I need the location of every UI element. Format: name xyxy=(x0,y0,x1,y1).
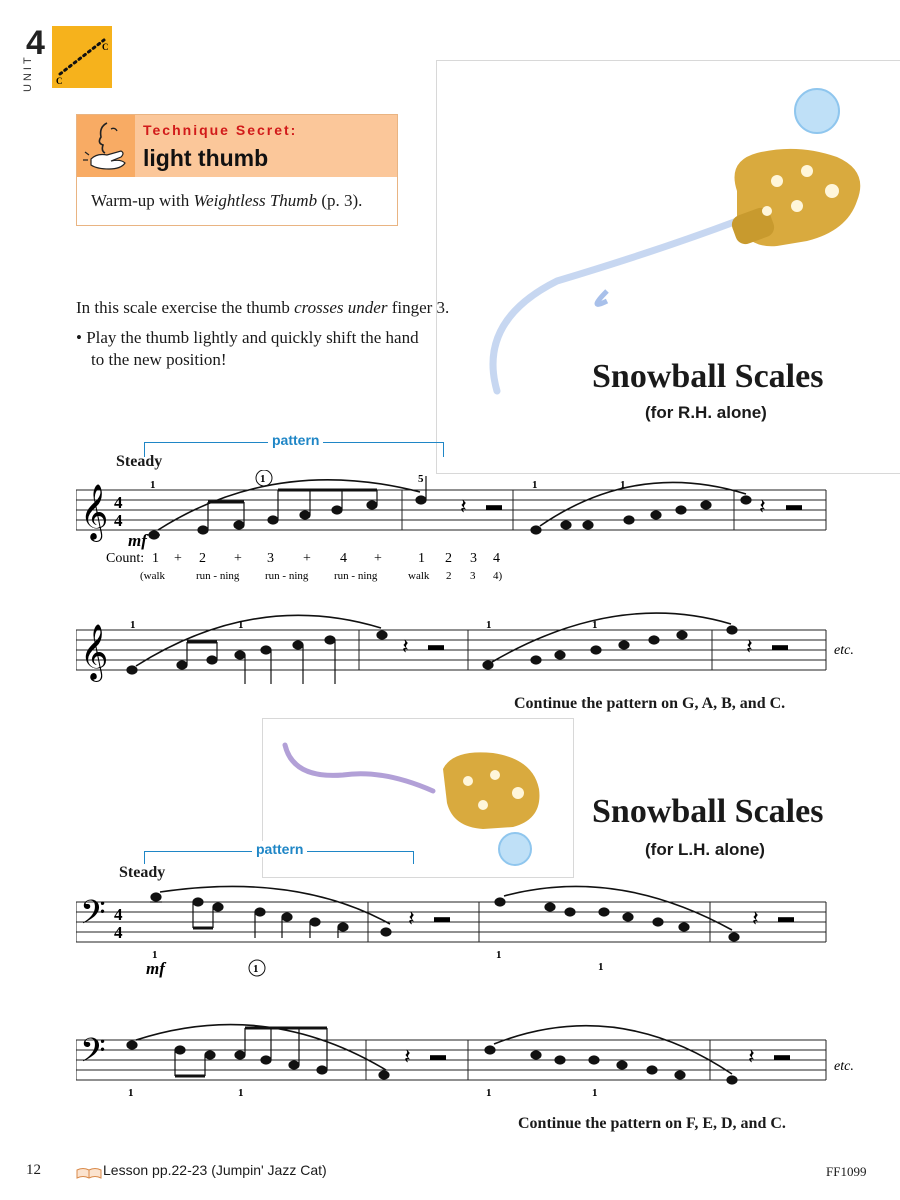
rh-fingering: 1 xyxy=(592,619,598,631)
svg-text:𝄽: 𝄽 xyxy=(759,494,766,519)
count-2: 2 xyxy=(199,551,206,566)
unit-badge xyxy=(52,26,112,88)
rh-staff-2 xyxy=(76,600,866,690)
rh-subtitle: (for R.H. alone) xyxy=(645,403,767,422)
count-label: Count: xyxy=(106,551,145,566)
mitten-icon xyxy=(443,752,539,829)
rh-fingering: 1 xyxy=(238,619,244,631)
lh-staff-2 xyxy=(76,1010,866,1100)
count-word: run - ning xyxy=(196,570,240,582)
svg-text:▬: ▬ xyxy=(430,1047,446,1064)
technique-warmup xyxy=(91,191,362,211)
count-word: 2 xyxy=(446,570,452,582)
intro-line xyxy=(76,298,449,318)
lh-fingering: 1 xyxy=(152,949,158,961)
intro-suffix: finger 3. xyxy=(387,298,450,317)
count-word: 3 xyxy=(470,570,476,582)
svg-text:𝄢: 𝄢 xyxy=(80,1032,106,1077)
svg-text:4: 4 xyxy=(114,511,123,530)
rh-fingering: 1 xyxy=(260,473,266,485)
lh-dynamic: mf xyxy=(146,959,165,978)
snowball-icon xyxy=(795,89,839,133)
lh-title: Snowball Scales xyxy=(592,793,824,830)
rh-pattern-label: pattern xyxy=(268,432,323,448)
count-2: 2 xyxy=(445,551,452,566)
count-plus: + xyxy=(174,551,182,566)
rh-staff-1 xyxy=(76,470,836,550)
count-word: run - ning xyxy=(265,570,309,582)
lh-fingering: 1 xyxy=(592,1087,598,1099)
rh-title: Snowball Scales xyxy=(592,358,824,395)
lesson-reference: Lesson pp.22-23 (Jumpin' Jazz Cat) xyxy=(103,1162,327,1178)
count-3: 3 xyxy=(267,551,274,566)
lh-fingering: 1 xyxy=(486,1087,492,1099)
svg-text:𝄽: 𝄽 xyxy=(746,634,753,659)
catalog-code: FF1099 xyxy=(826,1164,867,1179)
count-4: 4 xyxy=(493,551,500,566)
unit-label: UNIT xyxy=(22,54,34,92)
rh-etc: etc. xyxy=(834,643,854,658)
badge-letter-high: C xyxy=(102,42,109,52)
svg-text:▬: ▬ xyxy=(786,497,802,514)
treble-clef-icon: 𝄞 xyxy=(80,486,109,539)
rh-tempo: Steady xyxy=(116,453,163,470)
count-word: 4) xyxy=(493,570,503,582)
svg-text:𝄽: 𝄽 xyxy=(748,1044,755,1069)
intro-bullet-line1: • Play the thumb lightly and quickly shift the hand xyxy=(76,328,419,347)
book-icon xyxy=(76,1166,102,1184)
count-plus: + xyxy=(303,551,311,566)
warmup-italic: Weightless Thumb xyxy=(193,191,318,210)
lh-subtitle: (for L.H. alone) xyxy=(645,840,765,859)
lh-tempo: Steady xyxy=(119,864,166,881)
technique-label: Technique Secret: xyxy=(143,122,298,138)
count-4: 4 xyxy=(340,551,347,566)
technique-secret-box xyxy=(76,114,398,226)
svg-text:4: 4 xyxy=(114,905,123,924)
lh-fingering: 1 xyxy=(128,1087,134,1099)
intro-prefix: In this scale exercise the thumb xyxy=(76,298,295,317)
svg-text:𝄽: 𝄽 xyxy=(460,494,467,519)
count-1: 1 xyxy=(152,551,159,566)
svg-text:𝄽: 𝄽 xyxy=(408,906,415,931)
count-word: (walk xyxy=(140,570,166,582)
rh-dynamic: mf xyxy=(128,531,147,550)
warmup-prefix: Warm-up with xyxy=(91,191,194,210)
lh-staff-1 xyxy=(76,882,836,982)
page-number: 12 xyxy=(26,1162,41,1178)
svg-text:𝄽: 𝄽 xyxy=(752,906,759,931)
bass-clef-icon: 𝄢 xyxy=(80,894,106,939)
intro-italic: crosses under xyxy=(294,298,388,317)
svg-text:𝄽: 𝄽 xyxy=(402,634,409,659)
lh-fingering: 1 xyxy=(238,1087,244,1099)
lh-fingering: 1 xyxy=(598,961,604,973)
hand-face-icon xyxy=(77,115,135,177)
lh-fingering: 1 xyxy=(496,949,502,961)
lh-pattern-label: pattern xyxy=(252,841,307,857)
rh-fingering: 5 xyxy=(418,473,424,485)
svg-text:▬: ▬ xyxy=(428,637,444,654)
svg-text:4: 4 xyxy=(114,923,123,942)
lh-continue-text: Continue the pattern on F, E, D, and C. xyxy=(518,1115,786,1132)
svg-text:▬: ▬ xyxy=(434,909,450,926)
lh-fingering: 1 xyxy=(253,963,259,975)
intro-bullet-line2: to the new position! xyxy=(91,350,227,369)
rh-fingering: 1 xyxy=(620,479,626,491)
count-3: 3 xyxy=(470,551,477,566)
rh-fingering: 1 xyxy=(150,479,156,491)
rh-continue-text: Continue the pattern on G, A, B, and C. xyxy=(514,695,786,712)
svg-text:▬: ▬ xyxy=(778,909,794,926)
rh-fingering: 1 xyxy=(532,479,538,491)
badge-letter-low: C xyxy=(56,76,63,86)
technique-title: light thumb xyxy=(143,145,269,171)
svg-text:4: 4 xyxy=(114,493,123,512)
count-1: 1 xyxy=(418,551,425,566)
rh-fingering: 1 xyxy=(130,619,136,631)
count-plus: + xyxy=(374,551,382,566)
mitten-icon xyxy=(729,149,860,247)
unit-number: 4 xyxy=(26,24,45,62)
warmup-suffix: (p. 3). xyxy=(317,191,363,210)
count-plus: + xyxy=(234,551,242,566)
svg-text:▬: ▬ xyxy=(772,637,788,654)
svg-text:▬: ▬ xyxy=(774,1047,790,1064)
svg-text:𝄞: 𝄞 xyxy=(80,626,109,679)
svg-text:𝄽: 𝄽 xyxy=(404,1044,411,1069)
rh-count-row xyxy=(100,548,530,584)
count-word: run - ning xyxy=(334,570,378,582)
count-word: walk xyxy=(408,570,430,582)
lh-etc: etc. xyxy=(834,1059,854,1074)
svg-text:▬: ▬ xyxy=(486,497,502,514)
rh-fingering: 1 xyxy=(486,619,492,631)
snowball-icon xyxy=(499,833,531,865)
